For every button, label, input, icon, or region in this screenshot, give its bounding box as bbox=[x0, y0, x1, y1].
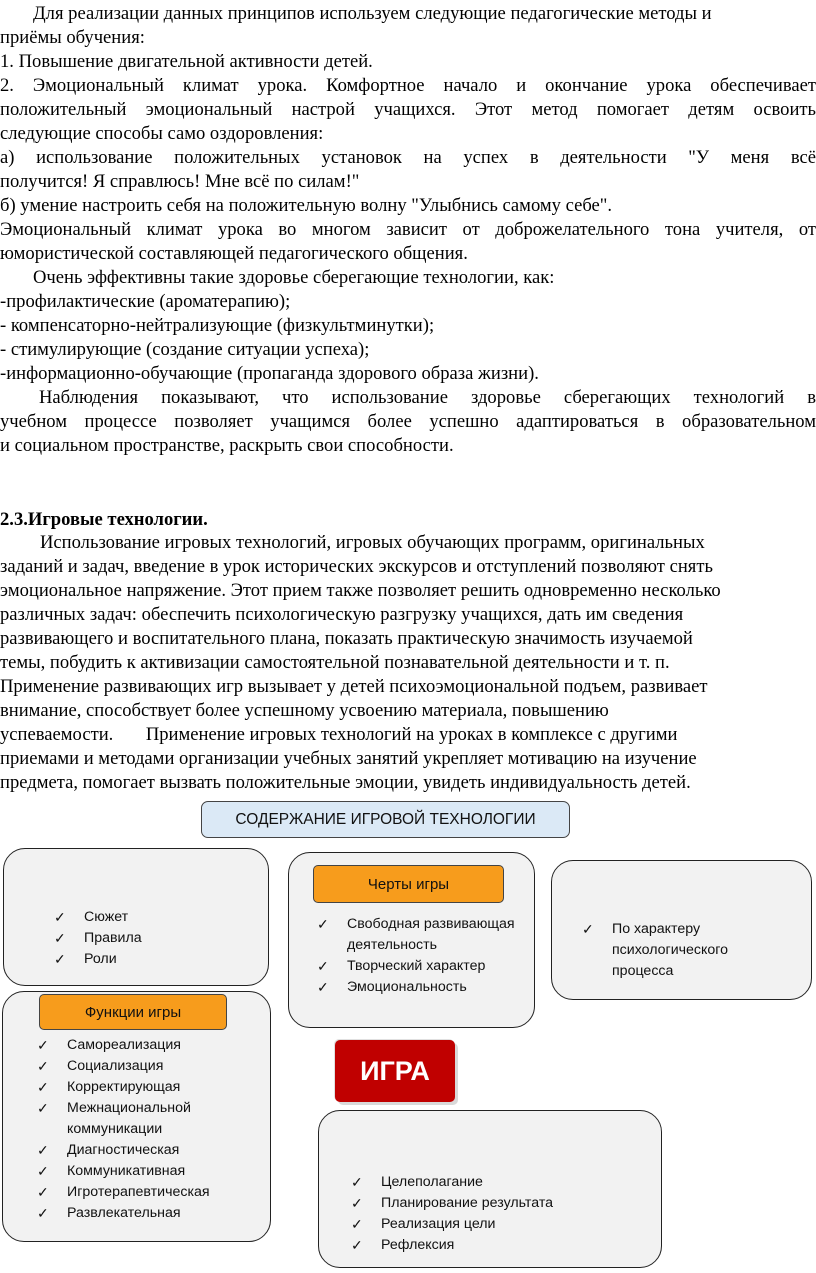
text-line: положительный эмоциональный настрой учащихся. Этот метод помогает детям освоить bbox=[0, 99, 816, 120]
text-line: Для реализации данных принципов используем следующие педагогические методы и bbox=[33, 3, 712, 24]
list-item bbox=[37, 1098, 247, 1140]
check-icon: ✓ bbox=[317, 916, 329, 932]
box-game-traits bbox=[288, 852, 535, 1028]
text-line: получится! Я справлюсь! Мне всё по силам!" bbox=[0, 171, 360, 192]
text-line: следующие способы само оздоровления: bbox=[0, 123, 324, 144]
text-line: приемами и методами организации учебных занятий укрепляет мотивацию на изучение bbox=[0, 748, 697, 769]
list-item bbox=[37, 1182, 247, 1203]
list-item-label: Межнациональной коммуникации bbox=[67, 1100, 191, 1137]
text-line: предмета, помогает вызвать положительные эмоции, увидеть индивидуальность детей. bbox=[0, 772, 691, 793]
box-title-game-traits: Черты игры bbox=[313, 865, 504, 903]
check-icon: ✓ bbox=[582, 921, 594, 937]
section-heading: 2.3.Игровые технологии. bbox=[0, 509, 208, 530]
list-item-label: Сюжет bbox=[84, 909, 129, 925]
list-item-label: Социализация bbox=[67, 1058, 164, 1074]
check-icon: ✓ bbox=[37, 1163, 49, 1179]
text-line: юмористической составляющей педагогического общения. bbox=[0, 243, 468, 264]
check-icon: ✓ bbox=[54, 951, 66, 967]
check-icon: ✓ bbox=[37, 1205, 49, 1221]
check-icon: ✓ bbox=[54, 909, 66, 925]
box-game-functions bbox=[2, 991, 271, 1242]
list-item-label: Реализация цели bbox=[381, 1216, 496, 1232]
checklist bbox=[37, 1035, 247, 1224]
text-line: а) использование положительных установок на успех в деятельности "У меня всё bbox=[0, 147, 816, 168]
text-line: различных задач: обеспечить психологическую разгрузку учащихся, дать им сведения bbox=[0, 604, 684, 625]
list-item bbox=[37, 1203, 247, 1224]
check-icon: ✓ bbox=[351, 1216, 363, 1232]
list-item bbox=[351, 1193, 651, 1214]
text-line: заданий и задач, введение в урок исторических экскурсов и отступлений позволяют снять bbox=[0, 556, 713, 577]
list-item-label: Игротерапевтическая bbox=[67, 1184, 210, 1200]
list-item bbox=[54, 907, 142, 928]
check-icon: ✓ bbox=[351, 1195, 363, 1211]
list-item-label: Свободная развивающая деятельность bbox=[347, 916, 515, 953]
list-item-label: По характеру психологического процесса bbox=[612, 921, 729, 979]
list-item bbox=[317, 956, 527, 977]
list-item-label: Целеполагание bbox=[381, 1174, 483, 1190]
box-title-game-functions: Функции игры bbox=[39, 994, 227, 1030]
game-center-label: ИГРА bbox=[335, 1040, 455, 1102]
list-item-label: Самореализация bbox=[67, 1037, 181, 1053]
check-icon: ✓ bbox=[37, 1100, 49, 1116]
check-icon: ✓ bbox=[351, 1174, 363, 1190]
list-item bbox=[351, 1172, 651, 1193]
check-icon: ✓ bbox=[37, 1037, 49, 1053]
text-line: и социальном пространстве, раскрыть свои способности. bbox=[0, 435, 454, 456]
text-line: Применение развивающих игр вызывает у детей психоэмоциональной подъем, развивает bbox=[0, 676, 708, 697]
list-item bbox=[582, 919, 782, 982]
check-icon: ✓ bbox=[54, 930, 66, 946]
checklist bbox=[54, 907, 142, 970]
checklist bbox=[317, 914, 527, 998]
list-item bbox=[351, 1235, 651, 1256]
list-item-label: Корректирующая bbox=[67, 1079, 181, 1095]
list-item-label: Рефлексия bbox=[381, 1237, 455, 1253]
text-line: - стимулирующие (создание ситуации успеха); bbox=[0, 339, 370, 360]
text-line: 2. Эмоциональный климат урока. Комфортное начало и окончание урока обеспечивает bbox=[0, 75, 816, 96]
list-item-label: Эмоциональность bbox=[347, 979, 467, 995]
text-line: развивающего и воспитательного плана, показать практическую значимость изучаемой bbox=[0, 628, 693, 649]
text-line: успеваемости. Применение игровых технологий на уроках в комплексе с другими bbox=[0, 724, 678, 745]
checklist bbox=[351, 1172, 651, 1256]
list-item-label: Развлекательная bbox=[67, 1205, 181, 1221]
text-line: эмоциональное напряжение. Этот прием также позволяет решить одновременно несколько bbox=[0, 580, 721, 601]
check-icon: ✓ bbox=[37, 1079, 49, 1095]
checklist bbox=[582, 919, 782, 982]
check-icon: ✓ bbox=[37, 1184, 49, 1200]
list-item bbox=[54, 928, 142, 949]
text-line: 1. Повышение двигательной активности детей. bbox=[0, 51, 373, 72]
check-icon: ✓ bbox=[317, 979, 329, 995]
box-plot-rules bbox=[3, 848, 269, 986]
list-item-label: Диагностическая bbox=[67, 1142, 180, 1158]
text-line: б) умение настроить себя на положительную волну "Улыбнись самому себе". bbox=[0, 195, 613, 216]
text-line: Использование игровых технологий, игровых обучающих программ, оригинальных bbox=[40, 532, 705, 553]
list-item bbox=[317, 914, 527, 956]
check-icon: ✓ bbox=[37, 1142, 49, 1158]
list-item bbox=[37, 1161, 247, 1182]
text-line: -профилактические (ароматерапию); bbox=[0, 291, 291, 312]
text-line: темы, побудить к активизации самостоятельной познавательной деятельности и т. п. bbox=[0, 652, 670, 673]
text-line: -информационно-обучающие (пропаганда здорового образа жизни). bbox=[0, 363, 539, 384]
text-line: Наблюдения показывают, что использование здоровье сберегающих технологий в bbox=[39, 387, 816, 408]
list-item bbox=[37, 1056, 247, 1077]
list-item bbox=[37, 1077, 247, 1098]
list-item-label: Роли bbox=[84, 951, 117, 967]
text-line: Эмоциональный климат урока во многом зависит от доброжелательного тона учителя, от bbox=[0, 219, 816, 240]
list-item-label: Планирование результата bbox=[381, 1195, 554, 1211]
check-icon: ✓ bbox=[351, 1237, 363, 1253]
list-item bbox=[37, 1035, 247, 1056]
diagram-title: СОДЕРЖАНИЕ ИГРОВОЙ ТЕХНОЛОГИИ bbox=[201, 801, 570, 838]
list-item bbox=[351, 1214, 651, 1235]
text-line: Очень эффективны такие здоровье сберегающие технологии, как: bbox=[33, 267, 555, 288]
text-line: внимание, способствует более успешному усвоению материала, повышению bbox=[0, 700, 609, 721]
list-item-label: Правила bbox=[84, 930, 142, 946]
text-line: приёмы обучения: bbox=[0, 27, 145, 48]
box-goal-stages bbox=[318, 1110, 662, 1268]
check-icon: ✓ bbox=[317, 958, 329, 974]
list-item-label: Коммуникативная bbox=[67, 1163, 186, 1179]
text-line: - компенсаторно-нейтрализующие (физкультминутки); bbox=[0, 315, 435, 336]
list-item-label: Творческий характер bbox=[347, 958, 486, 974]
box-psychological-process bbox=[551, 860, 812, 1000]
check-icon: ✓ bbox=[37, 1058, 49, 1074]
list-item bbox=[37, 1140, 247, 1161]
list-item bbox=[54, 949, 142, 970]
text-line: учебном процессе позволяет учащимся более успешно адаптироваться в образовательном bbox=[0, 411, 816, 432]
list-item bbox=[317, 977, 527, 998]
